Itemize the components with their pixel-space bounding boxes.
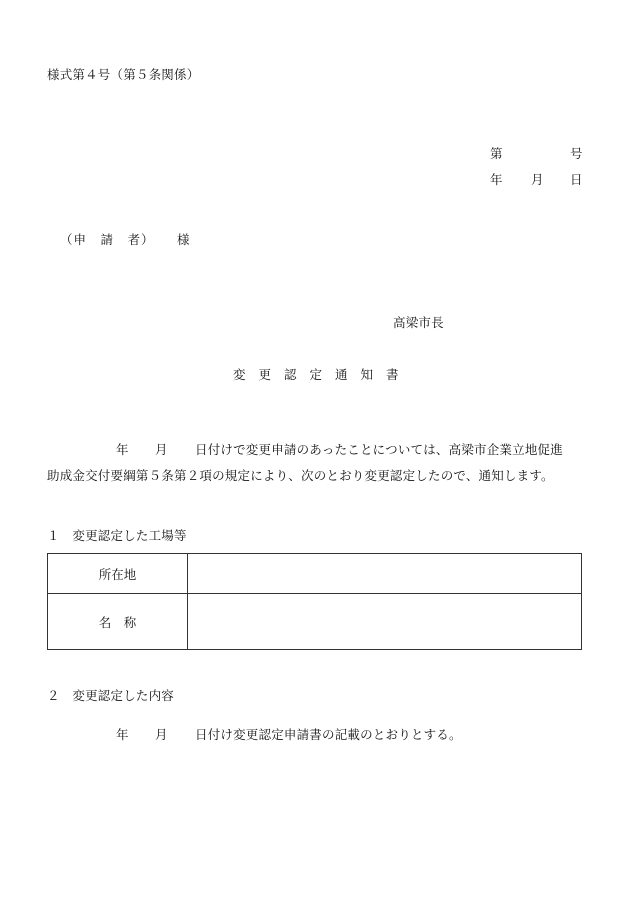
issuer-name: 高梁市長: [393, 315, 444, 330]
date-month-label: 月: [531, 172, 544, 187]
applicant-label: （申 請 者）: [60, 232, 155, 247]
name-value[interactable]: [188, 594, 581, 649]
body-year-label: 年: [116, 442, 129, 457]
name-label: 名 称: [48, 594, 188, 649]
section-1-heading: １ 変更認定した工場等: [47, 528, 187, 543]
section-2-year-label: 年: [116, 727, 129, 742]
body-line-1: 日付けで変更申請のあったことについては、高梁市企業立地促進: [195, 442, 563, 457]
date-year-label: 年: [490, 172, 503, 187]
body-month-label: 月: [155, 442, 168, 457]
date-day-label: 日: [570, 172, 583, 187]
location-label: 所在地: [48, 554, 188, 593]
document-number-label-right: 号: [570, 146, 583, 161]
document-number-label-left: 第: [490, 146, 503, 161]
section-2-heading: ２ 変更認定した内容: [47, 688, 175, 703]
section-2-text: 日付け変更認定申請書の記載のとおりとする。: [195, 727, 462, 742]
document-title: 変更認定通知書: [233, 367, 412, 382]
table-row: [48, 554, 581, 594]
section-2-month-label: 月: [155, 727, 168, 742]
body-line-2: 助成金交付要綱第５条第２項の規定により、次のとおり変更認定したので、通知します。: [47, 468, 554, 483]
location-value[interactable]: [188, 554, 581, 593]
honorific-label: 様: [177, 232, 190, 247]
form-number: 様式第４号（第５条関係）: [47, 67, 200, 82]
table-row: [48, 594, 581, 649]
factory-info-table: [47, 553, 582, 650]
